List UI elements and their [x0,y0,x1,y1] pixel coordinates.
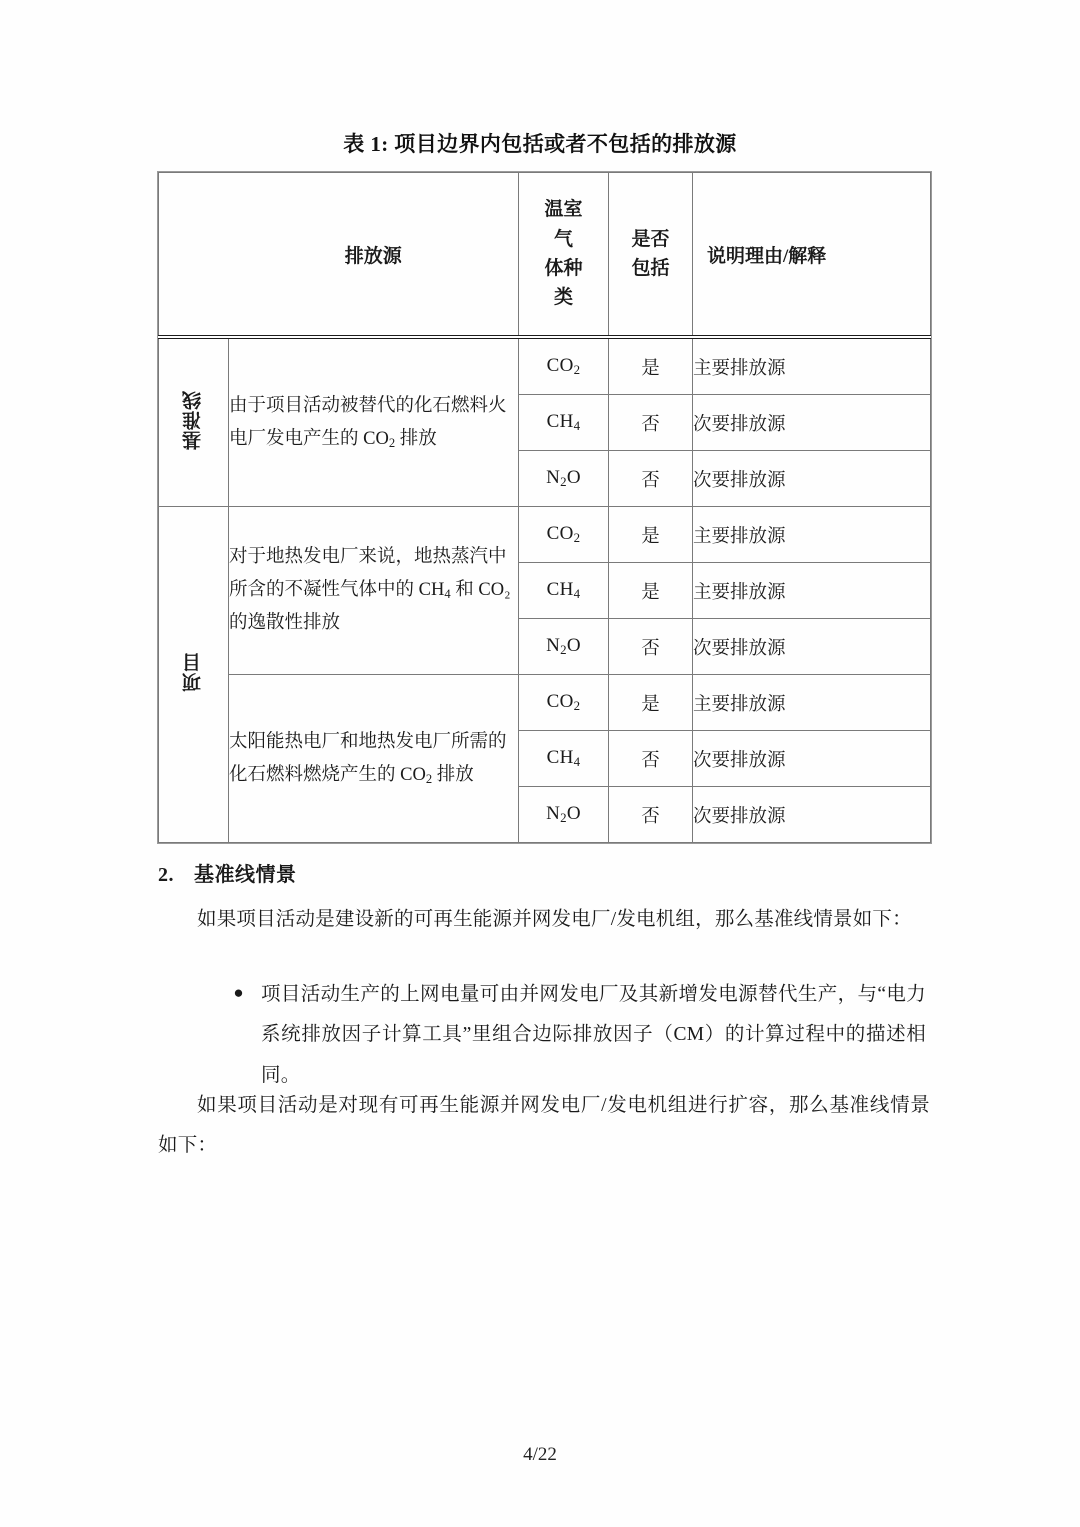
bullet-icon: ● [233,983,244,1002]
subscript: 4 [573,753,581,769]
source-description-geothermal: 对于地热发电厂来说，地热蒸汽中所含的不凝性气体中的 $CH_4$ 和 CO₂ 的逸散性排放 [229,507,519,675]
gas-type-cell: $N_2O$ [519,451,609,507]
reason-cell: 次要排放源 [693,395,931,451]
reason-cell: 次要排放源 [693,451,931,507]
header-cell-gas-type [519,173,609,338]
header-cell-included [609,173,693,338]
gas-type-cell: $CO_2$ [519,337,609,395]
table-row [159,507,931,563]
table-row [159,675,931,731]
section-heading [158,858,297,887]
reason-cell: 主要排放源 [693,337,931,395]
page-number: 4/22 [523,1444,557,1465]
subscript: 2 [573,697,581,713]
subscript: 4 [444,586,451,601]
included-cell: 否 [609,731,693,787]
bullet-list [158,975,930,1096]
list-item [158,975,930,1096]
section-title: 基准线情景 [194,864,297,886]
header-gas-line-1: 温室 [544,199,583,221]
gas-type-cell: $CO_2$ [519,507,609,563]
section-number: 2. [158,864,174,886]
paragraph-baseline-expansion: 如果项目活动是对现有可再生能源并网发电厂/发电机组进行扩容，那么基准线情景如下： [158,1095,930,1157]
included-cell: 是 [609,675,693,731]
group-label-baseline: 基准线 [159,337,229,507]
bullet-item-text: 项目活动生产的上网电量可由并网发电厂及其新增发电源替代生产，与“电力系统排放因子计算工具”里组合边际排放因子（CM）的计算过程中的描述相同。 [261,984,926,1086]
table-row [159,337,931,395]
subscript: 2 [560,809,567,825]
source-description-solar: 太阳能热电厂和地热发电厂所需的化石燃料燃烧产生的 $CO_2$ 排放 [229,675,519,843]
emissions-sources-table [158,172,931,843]
header-gas-line-2: 气 [553,228,573,250]
subscript: 2 [425,771,433,786]
gas-type-cell: $CH_4$ [519,395,609,451]
included-cell: 是 [609,337,693,395]
gas-type-cell: $N_2O$ [519,619,609,675]
group-label-project: 项目 [159,507,229,843]
gas-type-cell: $N_2O$ [519,787,609,843]
included-cell: 否 [609,451,693,507]
reason-cell: 主要排放源 [693,563,931,619]
gas-type-cell: $CO_2$ [519,675,609,731]
subscript: 4 [573,417,581,433]
table-header-row [159,173,931,338]
subscript: 2 [573,361,581,377]
header-gas-line-4: 类 [553,287,573,309]
table-caption: 表 1: 项目边界内包括或者不包括的排放源 [343,132,737,156]
subscript: 2 [560,473,567,489]
header-cell-blank [159,173,229,338]
included-cell: 否 [609,619,693,675]
reason-cell: 次要排放源 [693,787,931,843]
header-gas-line-3: 体种 [544,258,583,279]
included-cell: 否 [609,395,693,451]
included-cell: 是 [609,563,693,619]
subscript: 2 [573,529,581,545]
subscript: 4 [573,585,581,601]
header-cell-reason: 说明理由/解释 [693,173,931,338]
gas-type-cell: $CH_4$ [519,563,609,619]
header-included-line-1: 是否 [631,228,670,250]
header-included-line-2: 包括 [631,258,670,279]
paragraph-baseline-new-plant: 如果项目活动是建设新的可再生能源并网发电厂/发电机组，那么基准线情景如下： [197,909,912,930]
gas-type-cell: $CH_4$ [519,731,609,787]
subscript: 2 [560,641,567,657]
reason-cell: 次要排放源 [693,619,931,675]
reason-cell: 次要排放源 [693,731,931,787]
included-cell: 否 [609,787,693,843]
source-description-baseline: 由于项目活动被替代的化石燃料火电厂发电产生的 $CO_2$ 排放 [229,337,519,507]
subscript: 2 [388,435,396,450]
header-cell-source: 排放源 [229,173,519,338]
reason-cell: 主要排放源 [693,507,931,563]
reason-cell: 主要排放源 [693,675,931,731]
included-cell: 是 [609,507,693,563]
